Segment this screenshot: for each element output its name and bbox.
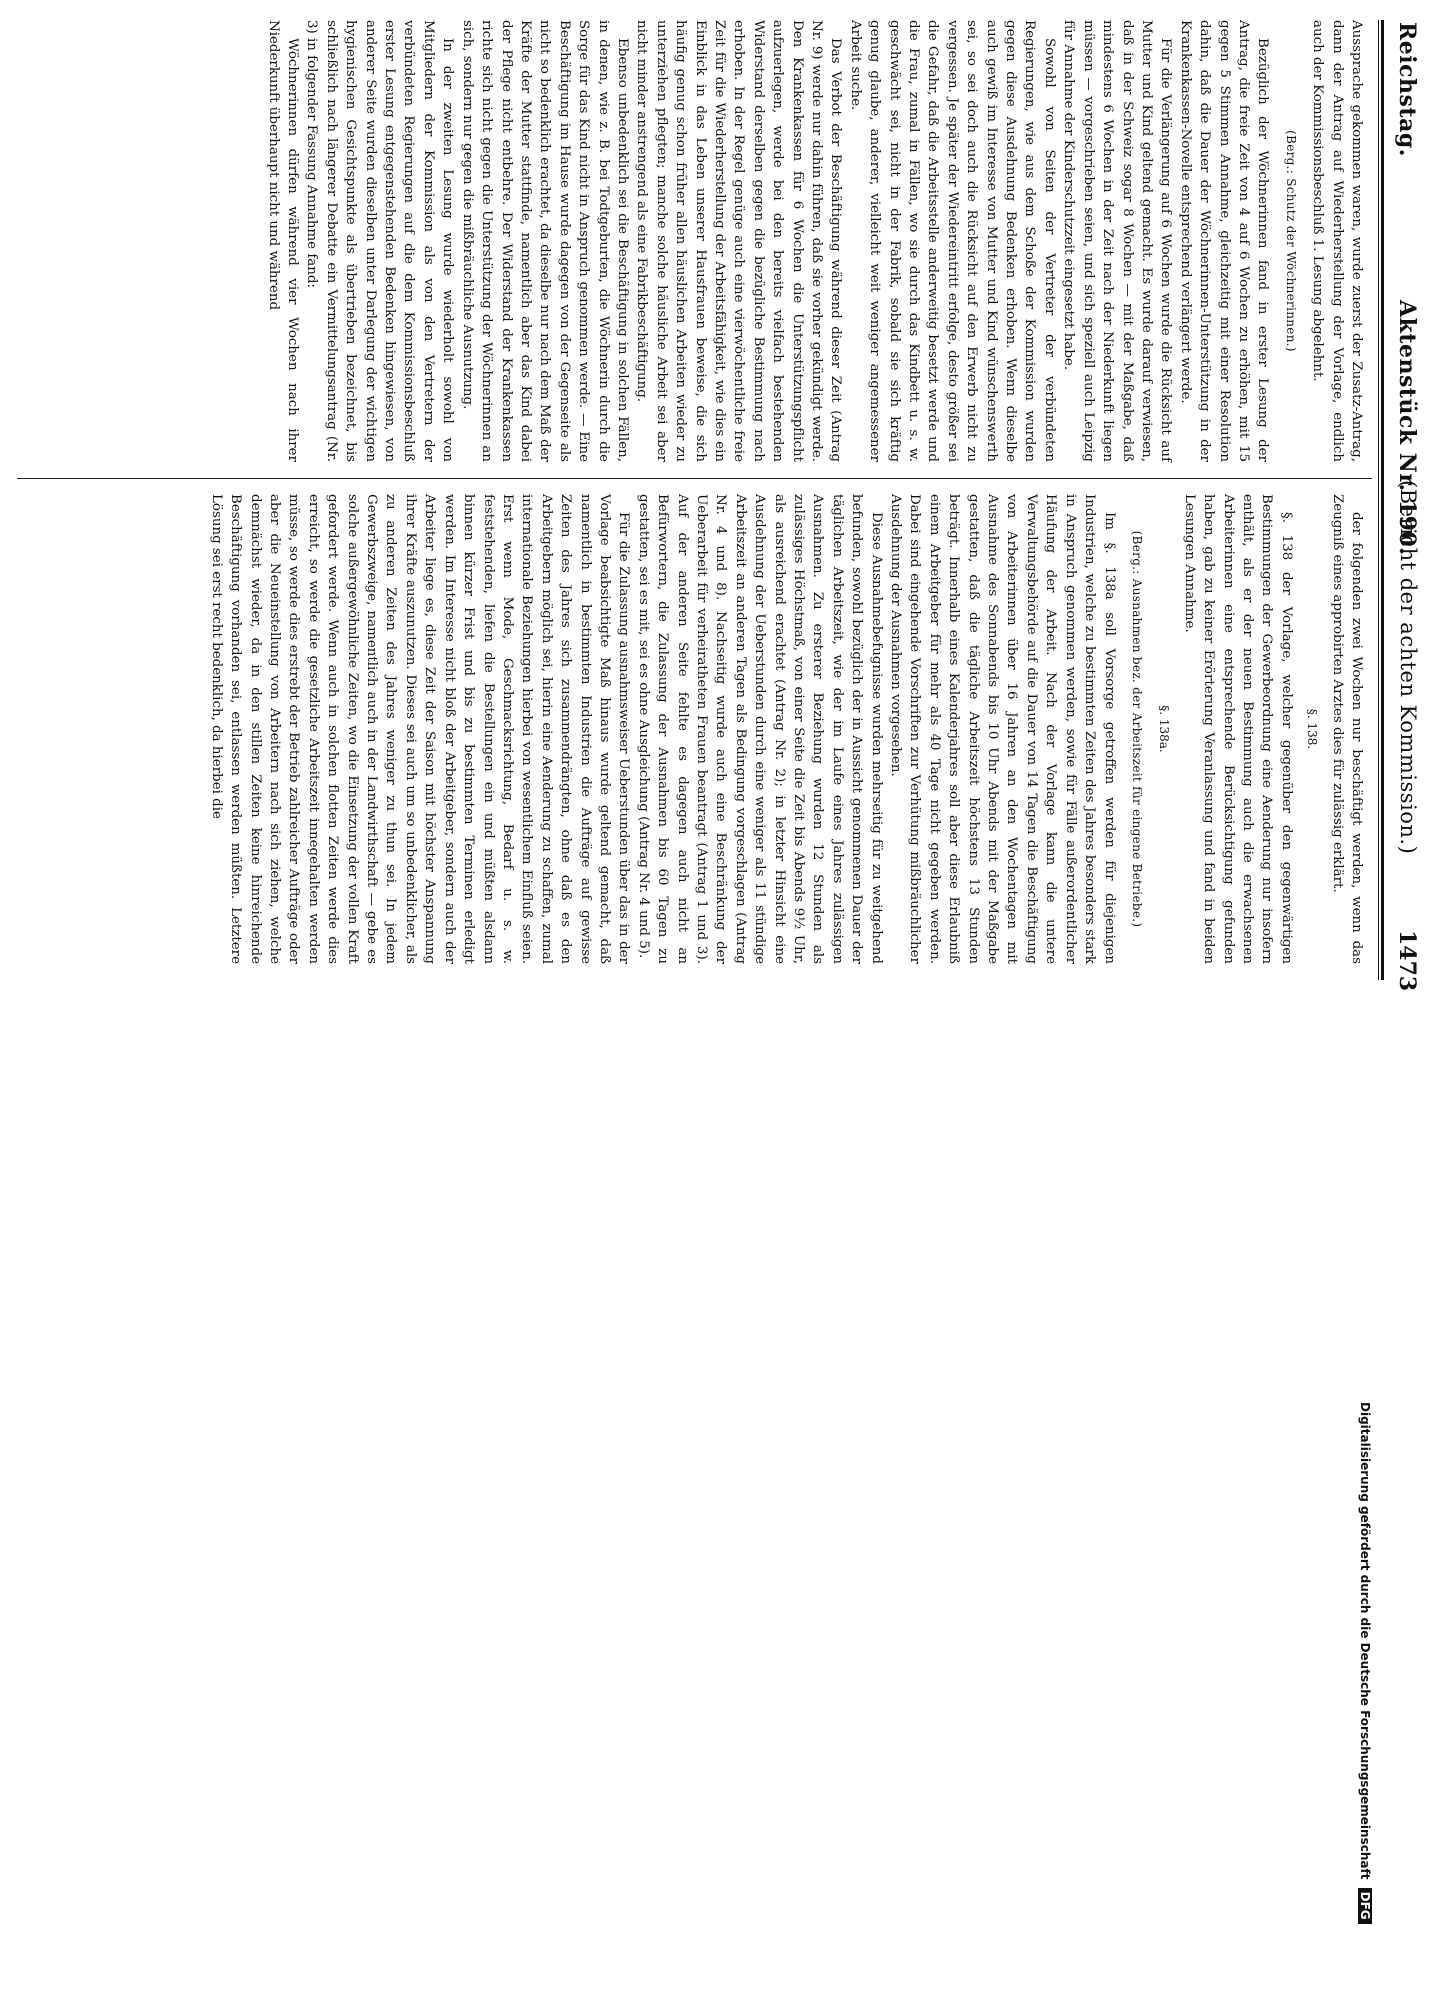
column-right xyxy=(206,494,1366,964)
funding-text: Digitalisierung gefördert durch die Deutsche Forschungsgemeinschaft xyxy=(1358,1402,1372,1880)
header-center: (Bericht der achten Kommission.) xyxy=(1396,480,1420,855)
paragraph: Für die Zulassung ausnahmsweiser Ueberstunden über das in der Vorlage beabsichtigte Maß hinaus wurde geltend gemacht, daß namentlich in bestimmten Industrien die Aufträge auf gewisse Zeiten des Jahres sich zusammendrängten, ohne daß es den Arbeitgebern möglich sei, hierin eine Aenderung zu schaffen, zumal internationale Beziehungen hierbei von wesentlichem Einfluß seien. Erst wenn Mode, Geschmacksrichtung, Bedarf u. s. w. feststehenden, liefen die Bestellungen ein und müßten alsdann binnen kürzer Frist und bis zu bestimmten Terminen erledigt werden. Im Interesse nicht bloß der Arbeitgeber, sondern auch der Arbeiter liege es, diese Zeit der Saison mit höchster Anspannung ihrer Kräfte auszunutzen. Dieses sei auch um so unbedenklicher, als zu anderen Zeiten des Jahres weniger zu thun sei. In jedem Gewerbszweige, namentlich auch in der Landwirthschaft — gebe es solche außergewöhnliche Zeiten, wo die Einsetzung der vollen Kraft gefordert werde. Wenn auch in solchen flotten Zeiten werde dies erreicht, so werde die gesetzliche Arbeitszeit innegehalten werden müsse, so werde dies erstrebt der Betrieb zahlreicher Aufträge oder aber die Neueinstellung von Arbeitern nach sich ziehen, welche demnächst wieder, da in den stillen Zeiten keine hinreichende Beschäftigung vorhanden sei, entlassen werden müßten. Letztere Lösung sei erst recht bedenklich, da hierbei die xyxy=(208,494,632,964)
paragraph: der folgenden zwei Wochen nur beschäftigt werden, wenn das Zeugniß eines approbirten Arztes dies für zulässig erklärt. xyxy=(1329,494,1364,964)
header-rule-thin xyxy=(1378,20,1379,980)
paragraph: In der zweiten Lesung wurde wiederholt sowohl von Mitgliedern der Kommission als von den Vertretern der verbündeten Regierungen auf die dem Kommissionsbeschluß erster Lesung entgegenstehenden Bedenken hingewiesen, von anderer Seite wurden dieselben unter Darlegung der wichtigen hygienischen Gesichtspunkte als übertrieben bezeichnet, bis schließlich nach längerer Debatte ein Vermittelungsantrag (Nr. 3) in folgender Fassung Annahme fand: xyxy=(304,20,456,462)
paragraph: Im §. 138a soll Vorsorge getroffen werden für diejenigen Industrien, welche zu bestimmten Zeiten des Jahres besonders stark in Anspruch genommen werden, sowie für Fälle außerordentlicher Häufung der Arbeit. Nach der Vorlage kann die untere Verwaltungsbehörde auf die Dauer von 14 Tagen die Beschäftigung von Arbeiterinnen über 16 Jahren an den Wochentagen mit Ausnahme des Sonnabends bis 10 Uhr Abends mit der Maßgabe gestatten, daß die tägliche Arbeitszeit höchstens 13 Stunden beträgt. Innerhalb eines Kalenderjahres soll aber diese Erlaubniß einem Arbeitgeber für mehr als 40 Tage nicht gegeben werden. Dabei sind eingehende Vorschriften zur Verhütung mißbräuchlicher Ausdehnung der Ausnahmen vorgesehen. xyxy=(888,494,1117,964)
paragraph: Aussprache gekommen waren, wurde zuerst der Zusatz-Antrag, dann der Antrag auf Wiederherstellung der Vorlage, endlich auch der Kommissionsbeschluß 1. Lesung abgelehnt. xyxy=(1310,20,1364,462)
section-heading: §. 138a. xyxy=(1157,705,1172,753)
margin-note: (Berg.: Ausnahmen bez. der Arbeitszeit für eingene Betriebe.) xyxy=(1129,530,1144,928)
dfg-logo: DFG xyxy=(1358,1888,1372,1924)
paragraph: Sowohl von Seiten der Vertreter der verbündeten Regierungen, wie aus dem Schoße der Kommission wurden gegen diese Ausdehnung Bedenken erhoben. Wenn dieselbe auch gewiß im Interesse von Mutter und Kind wünschenswerth sei, so sei doch auch die Rücksicht auf den Erwerb nicht zu vergessen. Je später der Wiedereintritt erfolge, desto größer sei die Gefahr, daß die Arbeitsstelle anderweitig besetzt werde und die Frau, zumal in Fällen, wo sie durch das Kindbett u. s. w. geschwächt sei, nicht in der Fabrik, sobald sie sich kräftig genug glaube, anderer, vielleicht weit weniger angemessener Arbeit suche. xyxy=(847,20,1057,462)
section-heading: §. 138. xyxy=(1305,708,1320,750)
margin-note: (Berg.: Schutz der Wöchnerinnen.) xyxy=(1283,130,1298,352)
paragraph: Bezüglich der Wöchnerinnen fand in erster Lesung der Antrag, die freie Zeit von 4 auf 6 Wochen zu erhöhen, mit 15 gegen 5 Stimmen Annahme, gleichzeitig mit einer Resolution dahin, daß die Dauer der Wöchnerinnen-Unterstützung in der Krankenkassen-Novelle entsprechend verlängert werde. xyxy=(1177,20,1271,462)
page-number: 1473 xyxy=(1394,930,1420,992)
column-left xyxy=(263,20,1366,462)
header-left: Reichstag. xyxy=(1394,22,1420,157)
paragraph: Wöchnerinnen dürfen während vier Wochen nach ihrer Niederkunft überhaupt nicht und während xyxy=(265,20,301,462)
header-rule xyxy=(1381,20,1384,980)
paragraph: Ebenso unbedenklich sei die Beschäftigung in solchen Fällen, in denen, wie z. B. bei Todtgeburten, die Wöchnerin durch die Sorge für das Kind nicht in Anspruch genommen werde. — Eine Beschäftigung im Hause wurde dagegen von der Gegenseite als nicht so bedenklich erachtet, da dieselbe nur nach dem Maß der Kräfte der Mutter stattfinde, namentlich aber das Kind dabei der Pflege nicht entbehre. Der Widerstand der Krankenkassen richte sich nicht gegen die Unterstützung der Wöchnerinnen an sich, sondern nur gegen die mißbräuchliche Ausnutzung. xyxy=(459,20,630,462)
header-doc-number: Aktenstück Nr. 190. xyxy=(1394,300,1420,556)
paragraph: §. 138 der Vorlage, welcher gegenüber den gegenwärtigen Bestimmungen der Gewerbeordnung eine Aenderung nur insofern enthält, als er der neuen Bestimmung auch die erwachsenen Arbeiterinnen eine entsprechende Berücksichtigung gefunden haben, gab zu keiner Erörterung Veranlassung und fand in beiden Lesungen Annahme. xyxy=(1181,494,1294,964)
funding-note xyxy=(1358,1402,1372,2000)
paragraph: Für die Verlängerung auf 6 Wochen wurde die Rücksicht auf Mutter und Kind geltend gemacht. Es wurde darauf verwiesen, daß in der Schweiz sogar 8 Wochen — mit der Maßgabe, daß mindestens 6 Wochen in der Zeit nach der Niederkunft liegen müssen — vorgeschrieben seien, und sich speziell auch Leipzig für Annahme der Kinderschutzzeit eingesetzt habe. xyxy=(1061,20,1174,462)
column-divider xyxy=(17,478,1372,479)
paragraph: Diese Ausnahmebefugnisse wurden mehrseitig für zu weitgehend befunden, sowohl bezüglich der in Aussicht genommenen Dauer der täglichen Arbeitszeit, wie der im Laufe eines Jahres zulässigen Ausnahmen. Zu ersterer Beziehung wurden 12 Stunden als zulässiges Höchstmaß, von einer Seite die Zeit bis Abends 9½ Uhr, als ausreichend erachtet (Antrag Nr. 2); in letzter Hinsicht eine Ausdehnung der Ueberstunden durch eine weniger als 11 stündige Arbeitszeit an anderen Tagen als Bedingung vorgeschlagen (Antrag Nr. 4 und 8). Nachseitig wurde auch eine Beschränkung der Ueberarbeit für verheiratheten Frauen beantragt (Antrag 1 und 3). Auf der anderen Seite fehlte es dagegen auch nicht an Befürwortern, die Zulassung der Ausnahmen bis 60 Tagen zu gestatten, sei es mit, sei es ohne Ausgleichung (Antrag Nr. 4 und 5). xyxy=(635,494,884,964)
paragraph: Das Verbot der Beschäftigung während dieser Zeit (Antrag Nr. 9) werde nur dahin führen, daß sie vorher gekündigt werde. Den Krankenkassen für 6 Wochen die Unterstützungspflicht aufzuerlegen, werde bei den bereits vielfach bestehenden Widerstand derselben gegen die bezügliche Bestimmung nach erhoben. In der Regel genüge auch eine vierwöchentliche freie Zeit für die Wiederherstellung der Arbeitsfähigkeit, wie dies ein Einblick in das Leben unserer Hausfrauen beweise, die sich häufig genug schon früher allen häuslichen Arbeiten wieder zu unterziehen pflegten; manche solche häusliche Arbeit sei aber nicht minder anstrengend als eine Fabrikbeschäftigung. xyxy=(634,20,844,462)
